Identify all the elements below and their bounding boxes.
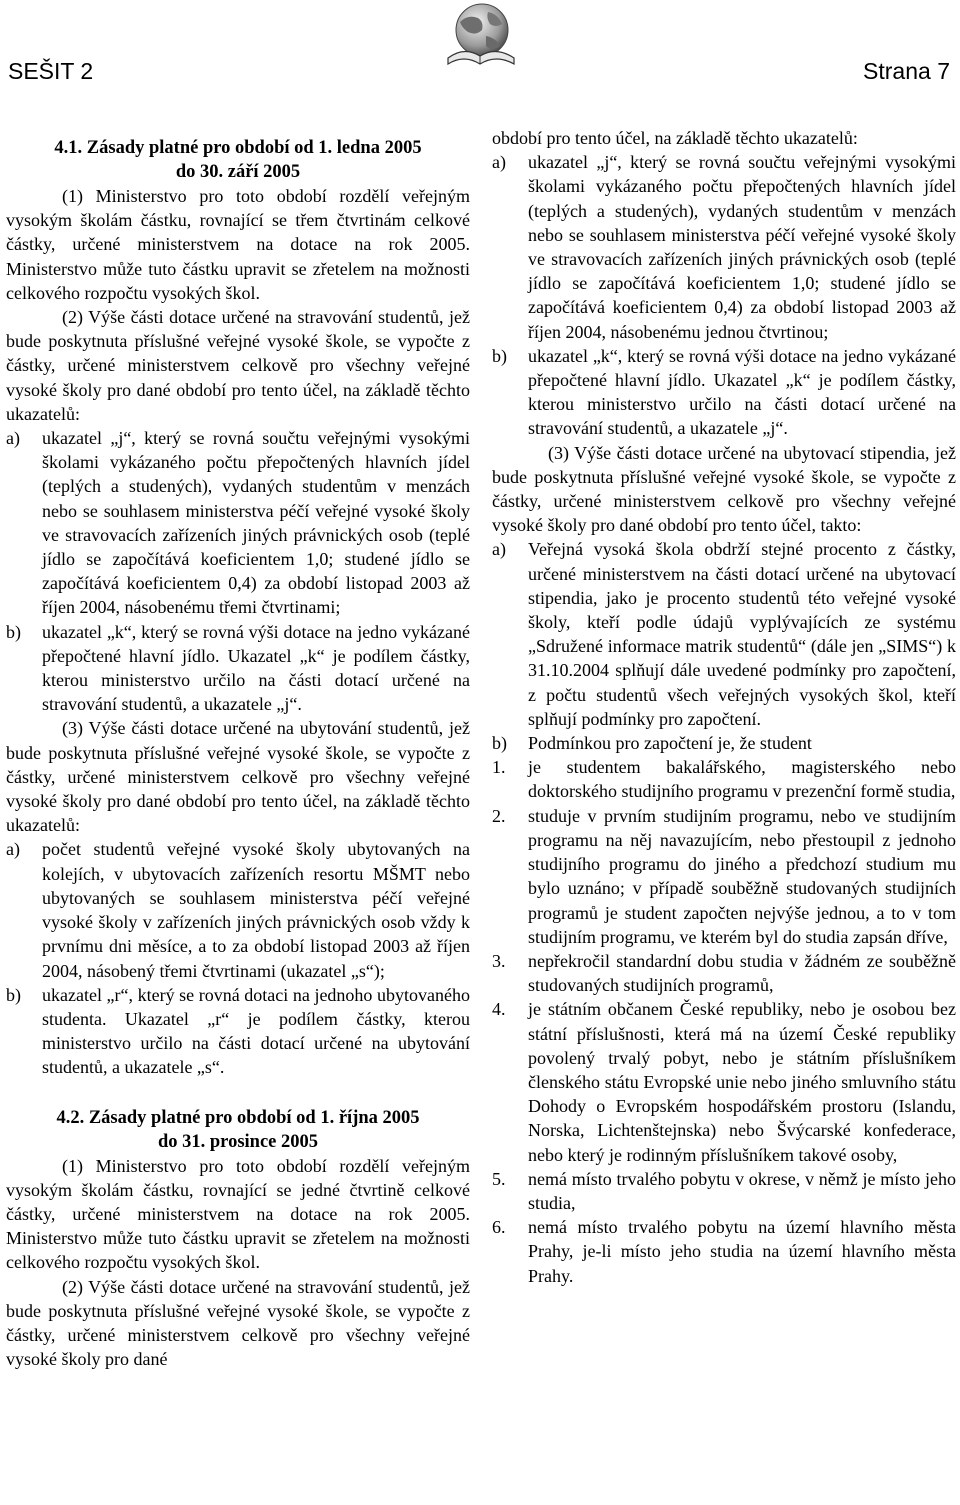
item-number: 1. xyxy=(492,757,506,778)
list-label: b) xyxy=(492,733,507,754)
list-label: a) xyxy=(492,152,506,173)
list-item xyxy=(6,426,470,620)
paragraph: (3) Výše části dotace určené na ubytování studentů, jež bude poskytnuta příslušné veřejné vysoké škole, se vypočte z částky, určené ministerstvem celkově pro všechny veřejné vysoké školy pro dané období pro tento účel, na základě těchto ukazatelů: xyxy=(6,718,470,836)
list-item xyxy=(6,837,470,982)
list-item xyxy=(6,620,470,717)
item-text: nepřekročil standardní dobu studia v žádném ze souběžně studovaných studijních programů, xyxy=(528,950,956,996)
paragraph: (2) Výše části dotace určené na stravování studentů, jež bude poskytnuta příslušné veřejné vysoké škole, se vypočte z částky, určené ministerstvem celkově pro všechny veřejné vysoké školy pro dané xyxy=(6,1276,470,1370)
list-text: ukazatel „j“, který se rovná součtu veřejnými vysokými školami vykázaného počtu přepočtených hlavních jídel (teplých a studených), vydaných studentům v menzách nebo se souhlasem ministerstva péčí veřejné vysoké školy ve stravovacích zařízeních jiných právnických osob (teplé jídlo se započítává koeficientem 1,0; studené jídlo se započítává koeficientem 0,4) za období listopad 2003 až říjen 2004, násobenému třemi čtvrtinami; xyxy=(42,428,470,618)
list-text: počet studentů veřejné vysoké školy ubytovaných na kolejích, v ubytovacích zařízeních resortu MŠMT nebo ubytovaných se souhlasem ministerstva péčí veřejné vysoké školy v zařízeních jiných právnických osob vždy k prvnímu dni měsíce, a to za období listopad 2003 až říjen 2004, násobený třemi čtvrtinami (ukazatel „s“); xyxy=(42,839,470,981)
list-text: ukazatel „j“, který se rovná součtu veřejnými vysokými školami vykázaného počtu přepočtených hlavních jídel (teplých a studených), vydaných studentům v menzách nebo se souhlasem ministerstva péčí veřejné vysoké školy ve stravovacích zařízeních jiných právnických osob (teplé jídlo se započítává koeficientem 1,0; studené jídlo se započítává koeficientem 0,4) za období listopad 2003 až říjen 2004, násobenému jednou čtvrtinou; xyxy=(528,152,956,342)
list-item xyxy=(492,731,956,755)
numbered-item xyxy=(492,755,956,803)
left-column xyxy=(6,126,470,1371)
heading-line: do 30. září 2005 xyxy=(175,162,301,182)
right-column xyxy=(492,126,956,1288)
journal-section: SEŠIT 2 xyxy=(8,58,94,84)
heading-line: 4.1. Zásady platné pro období od 1. ledna 2005 xyxy=(54,138,422,158)
item-text: studuje v prvním studijním programu, nebo ve studijním programu na něj navazujícím, nebo přestoupil z jednoho studijního programu do jiného a předchozí studium mu bylo uznáno; v případě souběžně studovaných studijních programů je student započten nejvýše jednou, a to v tom studijním programu, ve kterém byl do studia zapsán dříve, xyxy=(528,805,956,947)
list-text: ukazatel „k“, který se rovná výši dotace na jedno vykázané přepočtené hlavní jídlo. Ukazatel „k“ je podílem částky, kterou ministerstvo určilo na části dotací určené na stravování studentů, a ukazatele „j“. xyxy=(528,345,956,439)
paragraph: období pro tento účel, na základě těchto ukazatelů: xyxy=(492,128,858,148)
paragraph: (2) Výše části dotace určené na stravování studentů, jež bude poskytnuta příslušné veřejné vysoké škole, se vypočte z částky, určené ministerstvem celkově pro všechny veřejné vysoké školy pro dané období pro tento účel, na základě těchto ukazatelů: xyxy=(6,307,470,424)
heading-line: do 31. prosince 2005 xyxy=(157,1131,318,1152)
page-header xyxy=(0,0,960,110)
list-item xyxy=(492,150,956,344)
list-label: a) xyxy=(6,839,20,860)
item-text: nemá místo trvalého pobytu v okrese, v němž je místo jeho studia, xyxy=(528,1168,956,1213)
item-number: 2. xyxy=(492,805,506,826)
globe-book-logo-icon xyxy=(438,0,522,72)
list-text: Veřejná vysoká škola obdrží stejné procento z částky, určené ministerstvem na části dotací určené na ubytovací stipendia, jako je procento studentů této veřejné vysoké školy, kteří podle údajů vyplývajících ze systému „Sdružené informace matrik studentů“ (dále jen „SIMS“) k 31.10.2004 splňují dále uvedené podmínky pro započtení, z počtu studentů všech veřejných vysokých škol, kteří splňují podmínky pro započtení. xyxy=(528,539,956,729)
numbered-item xyxy=(492,1215,956,1288)
paragraph: (1) Ministerstvo pro toto období rozdělí veřejným vysokým školám částku, rovnající se jedné čtvrtině celkové částky, určené ministerstvem na dotace na rok 2005. Ministerstvo může tuto částku upravit se zřetelem na možnosti celkového rozpočtu vysokých škol. xyxy=(6,1155,470,1273)
numbered-item xyxy=(492,949,956,997)
list-label: a) xyxy=(492,539,506,560)
paragraph: (1) Ministerstvo pro toto období rozdělí veřejným vysokým školám částku, rovnající se třem čtvrtinám celkové částky, určené ministerstvem na dotace na rok 2005. Ministerstvo může tuto částku upravit se zřetelem na možnosti celkového rozpočtu vysokých škol. xyxy=(6,186,470,303)
section-heading-4-1 xyxy=(6,136,470,184)
list-item xyxy=(492,344,956,441)
item-number: 6. xyxy=(492,1217,506,1238)
item-text: nemá místo trvalého pobytu na území hlavního města Prahy, je-li místo jeho studia na území hlavního města Prahy. xyxy=(528,1217,956,1286)
item-number: 4. xyxy=(492,999,506,1020)
paragraph: (3) Výše části dotace určené na ubytovací stipendia, jež bude poskytnuta příslušné veřejné vysoké škole, se vypočte z částky, určené ministerstvem celkově pro všechny veřejné vysoké školy pro dané období pro tento účel, takto: xyxy=(492,442,956,536)
item-number: 3. xyxy=(492,950,506,971)
page-number: Strana 7 xyxy=(863,58,950,84)
list-item xyxy=(6,983,470,1080)
list-text: ukazatel „r“, který se rovná dotaci na jednoho ubytovaného studenta. Ukazatel „r“ je podílem částky, kterou ministerstvo určilo na části dotací určené na ubytování studentů, a ukazatele „s“. xyxy=(42,984,470,1078)
list-text: ukazatel „k“, který se rovná výši dotace na jedno vykázané přepočtené hlavní jídlo. Ukazatel „k“ je podílem částky, kterou ministerstvo určilo na části dotací určené na stravování studentů, a ukazatele „j“. xyxy=(42,621,470,715)
list-item xyxy=(492,537,956,731)
item-number: 5. xyxy=(492,1168,506,1189)
list-label: a) xyxy=(6,428,20,449)
list-label: b) xyxy=(6,621,21,642)
section-heading-4-2 xyxy=(6,1106,470,1154)
heading-line: 4.2. Zásady platné pro období od 1. října 2005 xyxy=(56,1107,420,1128)
list-text: Podmínkou pro započtení je, že student xyxy=(528,733,812,754)
numbered-item xyxy=(492,997,956,1166)
list-label: b) xyxy=(6,984,21,1005)
numbered-item xyxy=(492,1167,956,1215)
item-text: je studentem bakalářského, magisterského nebo doktorského studijního programu v prezenční formě studia, xyxy=(528,757,956,802)
numbered-item xyxy=(492,804,956,949)
item-text: je státním občanem České republiky, nebo je osobou bez státní příslušnosti, která má na území České republiky povolený trvalý pobyt, nebo je státním příslušníkem členského státu Evropské unie nebo jiného smluvního státu Dohody o Evropském hospodářském prostoru (Islandu, Norska, Lichtenštejnska) nebo Švýcarské konfederace, nebo který je rodinným příslušníkem takové osoby, xyxy=(528,999,956,1165)
list-label: b) xyxy=(492,345,507,366)
